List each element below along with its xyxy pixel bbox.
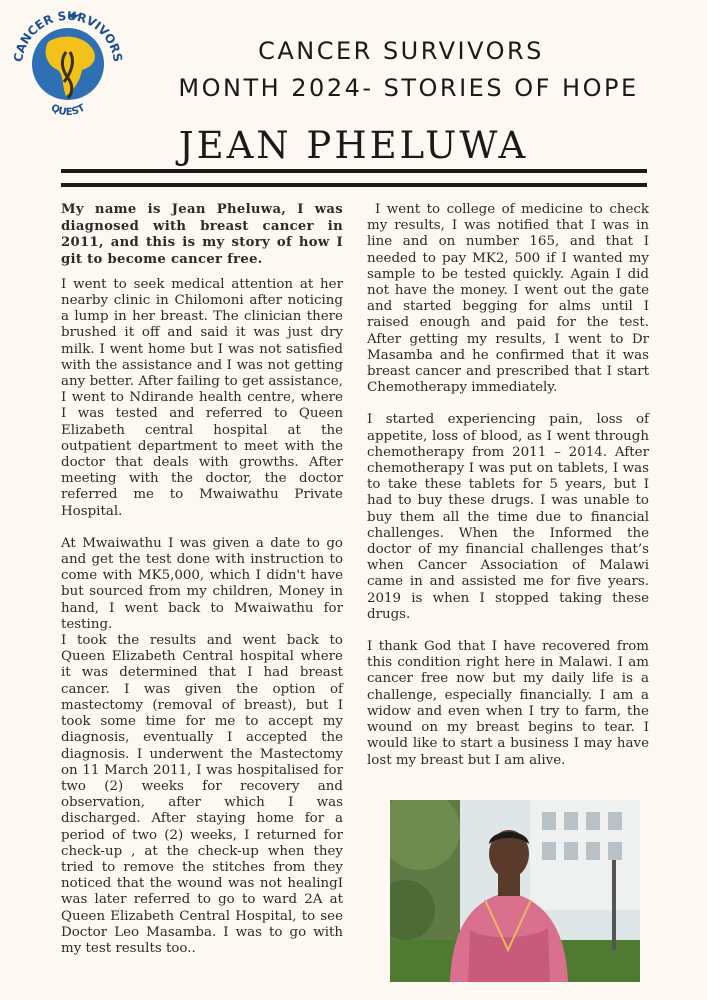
article-paragraph-4: I went to college of medicine to check my results, I was notified that I was in line and on number 165, and that I needed to pay MK2, 500 if I wanted my sample to be tested quickly. Again I did not have the money. I went out the gate and started begging for alms until I raised enough and paid for the test. After getting my results, I went to Dr Masamba and he confirmed that it was breast cancer and prescribed that I start Chemotherapy immediately. [367,202,649,396]
article-intro: My name is Jean Pheluwa, I was diagnosed with breast cancer in 2011, and this is my story of how I git to become cancer free. [61,202,343,268]
article-column-right [367,202,649,769]
article-column-left [61,202,343,957]
divider-top [61,169,647,173]
page-title: JEAN PHELUWA [178,124,529,167]
logo-text-top: CANCER SURVIVORS [11,8,125,63]
portrait-photo [390,800,640,982]
article-paragraph-2: At Mwaiwathu I was given a date to go and get the test done with instruction to come with MK5,000, which I didn't have but sourced from my children, Money in hand, I went back to Mwaiwathu for testing. [61,535,343,632]
article-paragraph-5: I started experiencing pain, loss of appetite, loss of blood, as I went through chemotherapy from 2011 – 2014. After chemotherapy I was put on tablets, I was to take these tablets for 5 years, but I had to buy these drugs. I was unable to buy them all the time due to financial challenges. When the Informed the doctor of my financial challenges that’s when Cancer Association of Malawi came in and assisted me for five years. 2019 is when I stopped taking these drugs. [367,412,649,622]
header-line-1: CANCER SURVIVORS [258,37,544,65]
article-paragraph-3: I took the results and went back to Queen Elizabeth Central hospital where it was determined that I had breast cancer. I was given the option of mastectomy (removal of breast), but I took some time for me to accept my diagnosis, eventually I accepted the diagnosis. I underwent the Mastectomy on 11 March 2011, I was hospitalised for two (2) weeks for recovery and observation, after which I was discharged. After staying home for a period of two (2) weeks, I returned for check-up , at the check-up when they tried to remove the stitches from they noticed that the wound was not healingI was later referred to go to ward 2A at Queen Elizabeth Central Hospital, to see Doctor Leo Masamba. I was to go with my test results too.. [61,633,343,956]
article-paragraph-6: I thank God that I have recovered from this condition right here in Malawi. I am cancer free now but my daily life is a challenge, especially financially. I am a widow and even when I try to farm, the wound on my breast begins to tear. I would like to start a business I may have lost my breast but I am alive. [367,639,649,768]
logo-text-bottom: QUEST [48,102,88,119]
divider-bottom [61,183,647,187]
svg-text:QUEST [49,102,87,118]
article-paragraph-1: I went to seek medical attention at her nearby clinic in Chilomoni after noticing a lump in her breast. The clinician there brushed it off and said it was just dry milk. I went home but I was not satisfied with the assistance and I was not getting any better. After failing to get assistance, I went to Ndirande health centre, where I was tested and referred to Queen Elizabeth central hospital at the outpatient department to meet with the doctor that deals with growths. After meeting with the doctor, the doctor referred me to Mwaiwathu Private Hospital. [61,276,343,519]
header-line-2: MONTH 2024- STORIES OF HOPE [178,74,639,102]
